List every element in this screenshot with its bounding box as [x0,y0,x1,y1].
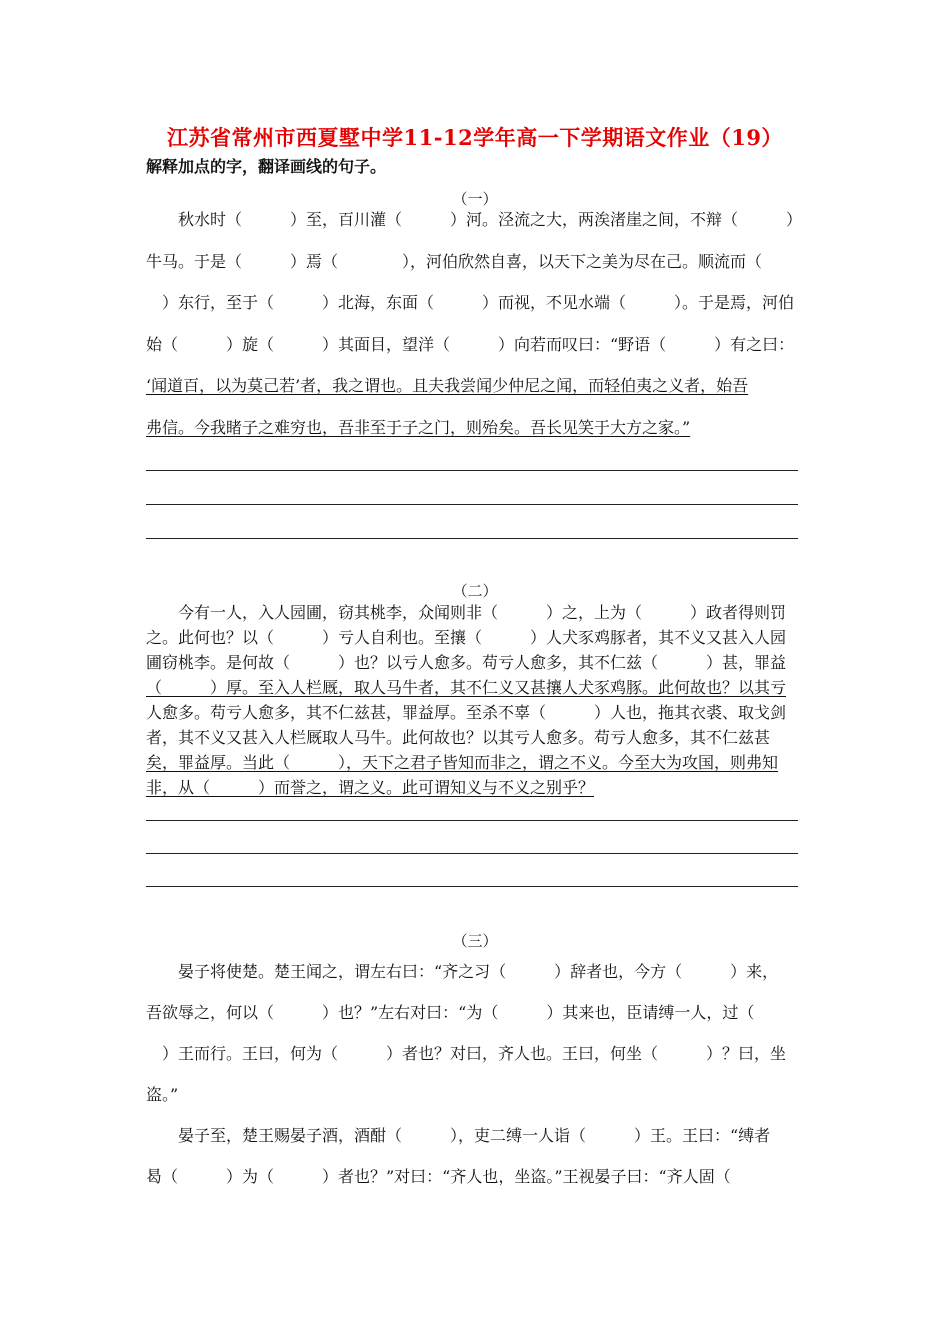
answer-line [146,470,798,471]
section-heading-2: （二） [452,582,498,600]
passage-line: 圃窃桃李。是何故（ ）也？以亏人愈多。苟亏人愈多，其不仁兹（ ）甚，罪益 [146,653,787,672]
passage-3 [146,951,808,1197]
section-heading-1: （一） [452,190,498,208]
section-heading-3: （三） [452,932,498,950]
passage-line: ）东行，至于（ ）北海，东面（ ）而视，不见水端（ ）。于是焉，河伯 [146,293,795,312]
passage-line: 晏子至，楚王赐晏子酒，酒酣（ ），吏二缚一人诣（ ）王。王曰：“缚者 [146,1126,771,1145]
underlined-passage-line: 弗信。今我睹子之难穷也，吾非至于子之门，则殆矣。吾长见笑于大方之家。” [146,417,691,437]
answer-line [146,538,798,539]
answer-line [146,820,798,821]
instruction-text: 解释加点的字，翻译画线的句子。 [146,157,387,176]
passage-line: 牛马。于是（ ）焉（ ），河伯欣然自喜，以天下之美为尽在己。顺流而（ [146,251,763,271]
passage-line: 盗。” [146,1085,179,1104]
passage-line: 吾欲辱之，何以（ ）也？”左右对曰：“为（ ）其来也，臣请缚一人，过（ [146,1003,755,1022]
underlined-passage-line: ‘闻道百，以为莫己若’者，我之谓也。且夫我尝闻少仲尼之闻，而轻伯夷之义者，始吾 [146,376,749,395]
passage-line: 秋水时（ ）至，百川灌（ ）河。泾流之大，两涘渚崖之间，不辩（ ） [146,210,803,229]
passage-line: ）王而行。王曰，何为（ ）者也？对曰，齐人也。王曰，何坐（ ）？曰，坐 [146,1044,787,1063]
passage-1 [146,199,808,448]
passage-line: 始（ ）旋（ ）其面目，望洋（ ）向若而叹曰：“野语（ ）有之曰： [146,334,795,354]
passage-line: 今有一人，入人园圃，窃其桃李，众闻则非（ ）之，上为（ ）政者得则罚 [146,603,787,622]
underlined-passage-line: （ ）厚。至入人栏厩，取人马牛者，其不仁义又甚攘人犬豕鸡豚。此何故也？以其亏 [146,678,787,697]
passage-line: 之。此何也？以（ ）亏人自利也。至攘（ ）人犬豕鸡豚者，其不义又甚入人园 [146,628,787,647]
answer-line [146,504,798,505]
underlined-passage-line: 矣，罪益厚。当此（ ），天下之君子皆知而非之，谓之不义。今至大为攻国，则弗知 [146,753,779,772]
underlined-passage-line: 非，从（ ）而誉之，谓之义。此可谓知义与不义之别乎？ [146,778,595,797]
document-title: 江苏省常州市西夏墅中学11-12学年高一下学期语文作业（19） [167,125,783,150]
passage-2 [146,600,808,800]
passage-line: 者，其不义又甚入人栏厩取人马牛。此何故也？以其亏人愈多。苟亏人愈多，其不仁兹甚 [146,728,771,747]
answer-line [146,853,798,854]
passage-line: 晏子将使楚。楚王闻之，谓左右曰：“齐之习（ ）辞者也，今方（ ）来， [146,962,779,981]
answer-line [146,886,798,887]
passage-line: 人愈多。苟亏人愈多，其不仁兹甚，罪益厚。至杀不辜（ ）人也，拖其衣裘、取戈剑 [146,703,787,722]
passage-line: 曷（ ）为（ ）者也？”对曰：“齐人也，坐盗。”王视晏子曰：“齐人固（ [146,1167,731,1186]
